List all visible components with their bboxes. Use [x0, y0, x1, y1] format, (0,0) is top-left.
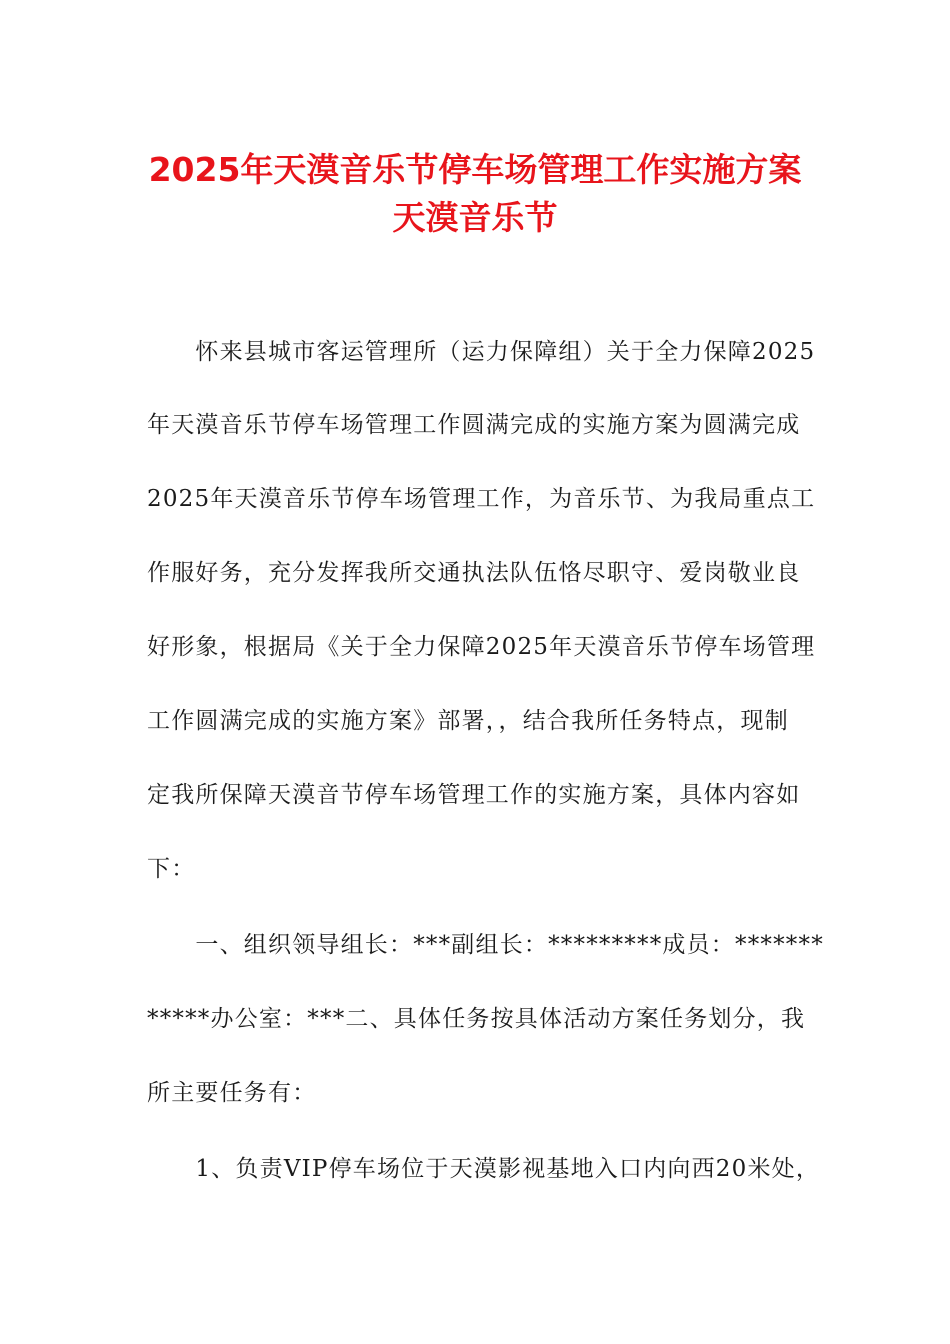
document-subtitle: 天漠音乐节	[392, 198, 558, 237]
body-line: 定我所保障天漠音节停车场管理工作的实施方案，具体内容如	[147, 782, 801, 808]
body-line: 所主要任务有：	[147, 1080, 317, 1106]
document-title: 2025年天漠音乐节停车场管理工作实施方案	[148, 150, 802, 189]
body-line: 作服好务，充分发挥我所交通执法队伍恪尽职守、爱岗敬业良	[147, 560, 801, 586]
body-line: 一、组织领导组长：***副组长：*********成员：*******	[147, 932, 824, 958]
body-line: *****办公室：***二、具体任务按具体活动方案任务划分，我	[147, 1006, 806, 1032]
body-line: 2025年天漠音乐节停车场管理工作，为音乐节、为我局重点工	[147, 486, 816, 512]
body-line: 1、负责VIP停车场位于天漠影视基地入口内向西20米处，	[147, 1156, 821, 1182]
body-line: 工作圆满完成的实施方案》部署，，结合我所任务特点，现制	[147, 708, 789, 734]
body-line: 年天漠音乐节停车场管理工作圆满完成的实施方案为圆满完成	[147, 412, 801, 438]
body-line: 下：	[147, 856, 196, 882]
body-line: 好形象，根据局《关于全力保障2025年天漠音乐节停车场管理	[147, 634, 816, 660]
body-line: 怀来县城市客运管理所（运力保障组）关于全力保障2025	[147, 339, 816, 365]
